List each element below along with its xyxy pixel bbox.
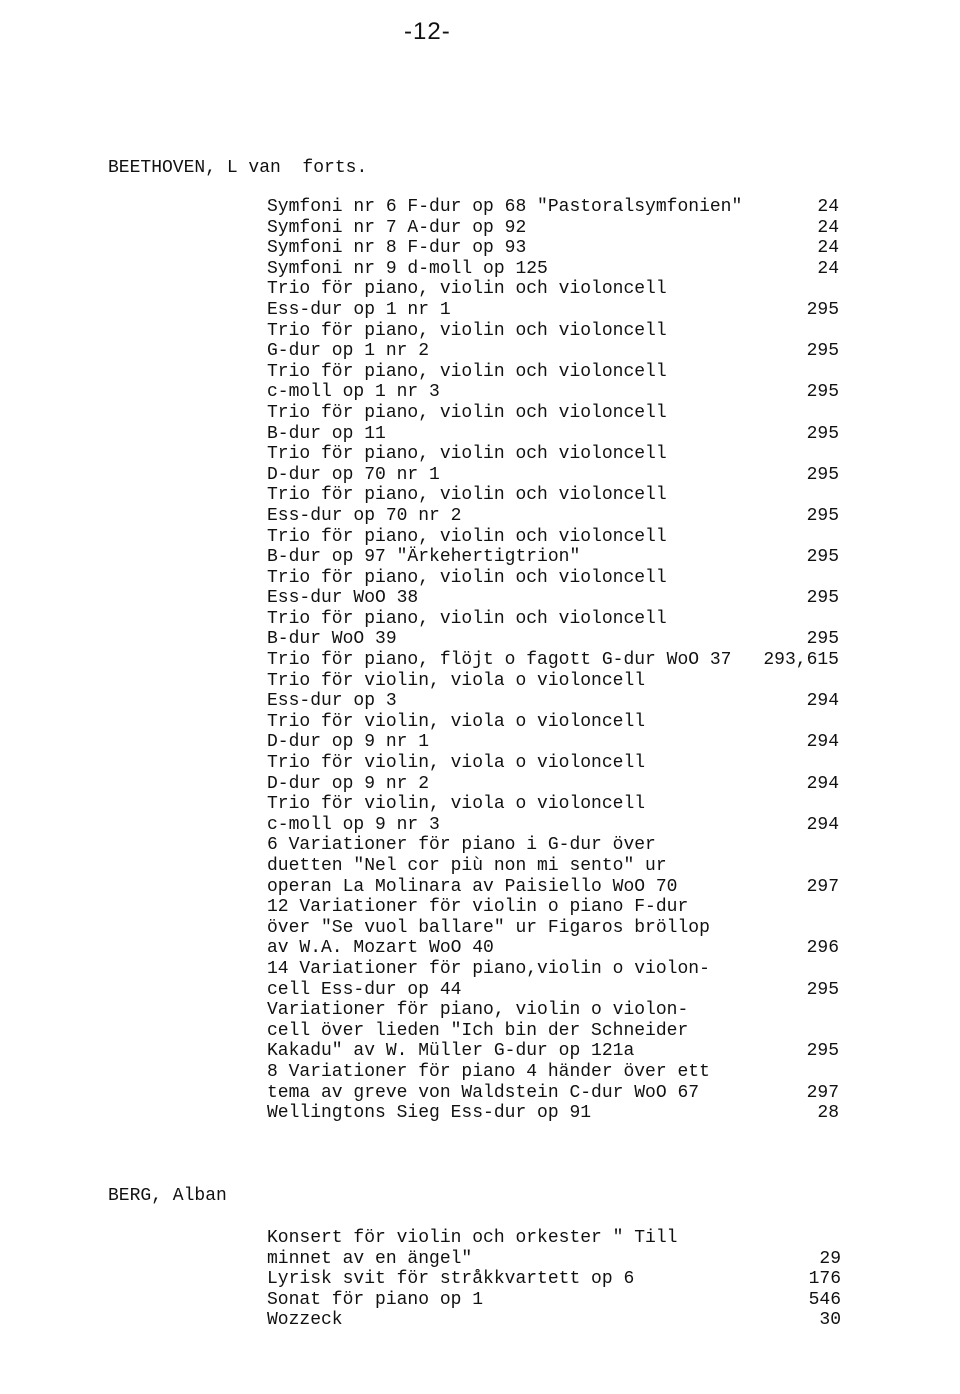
work-title-text: Trio för violin, viola o violoncell (267, 711, 646, 732)
work-title-text: tema av greve von Waldstein C-dur WoO 67 (267, 1082, 700, 1103)
work-entry-line (267, 341, 839, 362)
catalog-reference-number: 297 (806, 1082, 839, 1103)
work-entry-line (267, 218, 839, 239)
work-entry-line (267, 300, 839, 321)
catalog-reference-number: 296 (806, 938, 839, 959)
catalog-reference-number: 24 (817, 217, 839, 238)
work-entry-line (267, 774, 839, 795)
catalog-reference-number: 546 (808, 1289, 841, 1310)
work-title-text: över "Se vuol ballare" ur Figaros bröllop (267, 917, 710, 938)
work-title-text: cell över lieden "Ich bin der Schneider (267, 1020, 689, 1041)
catalog-reference-number: 295 (806, 629, 839, 650)
work-entry-line (267, 815, 839, 836)
work-title-text: Ess-dur op 3 (267, 691, 397, 712)
work-list (267, 197, 839, 1124)
catalog-reference-number: 30 (819, 1310, 841, 1331)
work-entry-line (267, 362, 839, 383)
work-entry-line (267, 835, 839, 856)
work-title-text: G-dur op 1 nr 2 (267, 341, 430, 362)
work-title-text: Trio för piano, violin och violoncell (267, 567, 667, 588)
work-entry-line (267, 1083, 839, 1104)
work-entry-line (267, 1228, 841, 1249)
work-entry-line (267, 712, 839, 733)
work-entry-line (267, 321, 839, 342)
work-entry-line (267, 238, 839, 259)
work-title-text: 8 Variationer för piano 4 händer över ett (267, 1061, 710, 1082)
catalog-reference-number: 29 (819, 1248, 841, 1269)
work-title-text: Trio för piano, violin och violoncell (267, 608, 667, 629)
catalog-reference-number: 293,615 (763, 650, 839, 671)
work-entry-line (267, 732, 839, 753)
work-title-text: cell Ess-dur op 44 (267, 979, 462, 1000)
catalog-reference-number: 295 (806, 299, 839, 320)
work-title-text: Trio för piano, violin och violoncell (267, 361, 667, 382)
work-title-text: Ess-dur WoO 38 (267, 588, 419, 609)
work-entry-line (267, 650, 839, 671)
work-entry-line (267, 1249, 841, 1270)
work-entry-line (267, 506, 839, 527)
catalog-reference-number: 295 (806, 423, 839, 444)
catalog-reference-number: 295 (806, 1041, 839, 1062)
work-entry-line (267, 794, 839, 815)
work-entry-line (267, 897, 839, 918)
work-title-text: B-dur op 97 "Ärkehertigtrion" (267, 547, 581, 568)
catalog-reference-number: 24 (817, 238, 839, 259)
work-title-text: Trio för piano, violin och violoncell (267, 485, 667, 506)
work-entry-line (267, 856, 839, 877)
work-entry-line (267, 527, 839, 548)
work-entry-line (267, 691, 839, 712)
catalog-reference-number: 24 (817, 197, 839, 217)
work-list (267, 1228, 841, 1331)
work-entry-line (267, 609, 839, 630)
work-title-text: Trio för violin, viola o violoncell (267, 794, 646, 815)
work-entry-line (267, 547, 839, 568)
work-entry-line (267, 1041, 839, 1062)
catalog-reference-number: 294 (806, 691, 839, 712)
work-entry-line (267, 671, 839, 692)
catalog-reference-number: 24 (817, 258, 839, 279)
work-title-text: Ess-dur op 70 nr 2 (267, 505, 462, 526)
work-title-text: av W.A. Mozart WoO 40 (267, 938, 494, 959)
work-title-text: Wellingtons Sieg Ess-dur op 91 (267, 1103, 592, 1124)
work-entry-line (267, 197, 839, 218)
catalog-reference-number: 294 (806, 732, 839, 753)
work-entry-line (267, 959, 839, 980)
work-title-text: Symfoni nr 7 A-dur op 92 (267, 217, 527, 238)
work-entry-line (267, 1021, 839, 1042)
catalog-reference-number: 295 (806, 588, 839, 609)
work-title-text: Lyrisk svit för stråkkvartett op 6 (267, 1269, 635, 1290)
work-title-text: Trio för violin, viola o violoncell (267, 670, 646, 691)
work-entry-line (267, 1269, 841, 1290)
catalog-reference-number: 294 (806, 814, 839, 835)
work-entry-line (267, 938, 839, 959)
work-entry-line (267, 259, 839, 280)
work-title-text: Wozzeck (267, 1310, 343, 1331)
work-entry-line (267, 424, 839, 445)
work-entry-line (267, 588, 839, 609)
work-title-text: 6 Variationer för piano i G-dur över (267, 835, 656, 856)
work-title-text: Trio för piano, violin och violoncell (267, 526, 667, 547)
work-entry-line (267, 1103, 839, 1124)
work-entry-line (267, 877, 839, 898)
composer-heading: BEETHOVEN, L van forts. (108, 158, 368, 178)
work-entry-line (267, 279, 839, 300)
catalog-reference-number: 295 (806, 341, 839, 362)
work-title-text: Ess-dur op 1 nr 1 (267, 299, 451, 320)
catalog-reference-number: 28 (817, 1103, 839, 1124)
catalog-reference-number: 295 (806, 547, 839, 568)
work-title-text: duetten "Nel cor più non mi sento" ur (267, 856, 667, 876)
composer-heading: BERG, Alban (108, 1186, 227, 1206)
work-entry-line (267, 918, 839, 939)
catalog-reference-number: 294 (806, 773, 839, 794)
work-title-text: Trio för violin, viola o violoncell (267, 753, 646, 774)
work-title-text: Trio för piano, flöjt o fagott G-dur WoO 37 (267, 650, 732, 671)
catalog-reference-number: 295 (806, 505, 839, 526)
work-title-text: minnet av en ängel" (267, 1248, 473, 1269)
work-entry-line (267, 980, 839, 1001)
work-entry-line (267, 1290, 841, 1311)
work-title-text: Trio för piano, violin och violoncell (267, 279, 667, 300)
work-title-text: B-dur WoO 39 (267, 629, 397, 650)
work-title-text: operan La Molinara av Paisiello WoO 70 (267, 876, 678, 897)
work-title-text: 14 Variationer för piano,violin o violon- (267, 958, 710, 979)
work-title-text: Trio för piano, violin och violoncell (267, 320, 667, 341)
work-entry-line (267, 444, 839, 465)
work-title-text: D-dur op 9 nr 1 (267, 732, 430, 753)
work-title-text: Symfoni nr 6 F-dur op 68 "Pastoralsymfonien" (267, 197, 743, 217)
work-title-text: Symfoni nr 8 F-dur op 93 (267, 238, 527, 259)
page-number: -12- (404, 18, 451, 45)
work-entry-line (267, 1062, 839, 1083)
work-entry-line (267, 465, 839, 486)
work-title-text: c-moll op 1 nr 3 (267, 382, 440, 403)
work-title-text: Sonat för piano op 1 (267, 1289, 484, 1310)
work-title-text: 12 Variationer för violin o piano F-dur (267, 897, 689, 918)
work-entry-line (267, 753, 839, 774)
work-title-text: D-dur op 9 nr 2 (267, 773, 430, 794)
work-title-text: D-dur op 70 nr 1 (267, 464, 440, 485)
catalog-reference-number: 295 (806, 464, 839, 485)
work-title-text: c-moll op 9 nr 3 (267, 814, 440, 835)
work-title-text: Trio för piano, violin och violoncell (267, 402, 667, 423)
work-title-text: Symfoni nr 9 d-moll op 125 (267, 258, 548, 279)
catalog-reference-number: 295 (806, 979, 839, 1000)
work-entry-line (267, 1000, 839, 1021)
work-title-text: Variationer för piano, violin o violon- (267, 1000, 689, 1021)
work-title-text: Konsert för violin och orkester " Till (267, 1228, 678, 1248)
catalog-reference-number: 176 (808, 1269, 841, 1290)
work-entry-line (267, 485, 839, 506)
work-entry-line (267, 1310, 841, 1331)
work-entry-line (267, 382, 839, 403)
work-entry-line (267, 568, 839, 589)
work-title-text: Kakadu" av W. Müller G-dur op 121a (267, 1041, 635, 1062)
catalog-reference-number: 295 (806, 382, 839, 403)
work-title-text: B-dur op 11 (267, 423, 386, 444)
work-title-text: Trio för piano, violin och violoncell (267, 444, 667, 465)
work-entry-line (267, 629, 839, 650)
catalog-reference-number: 297 (806, 876, 839, 897)
work-entry-line (267, 403, 839, 424)
